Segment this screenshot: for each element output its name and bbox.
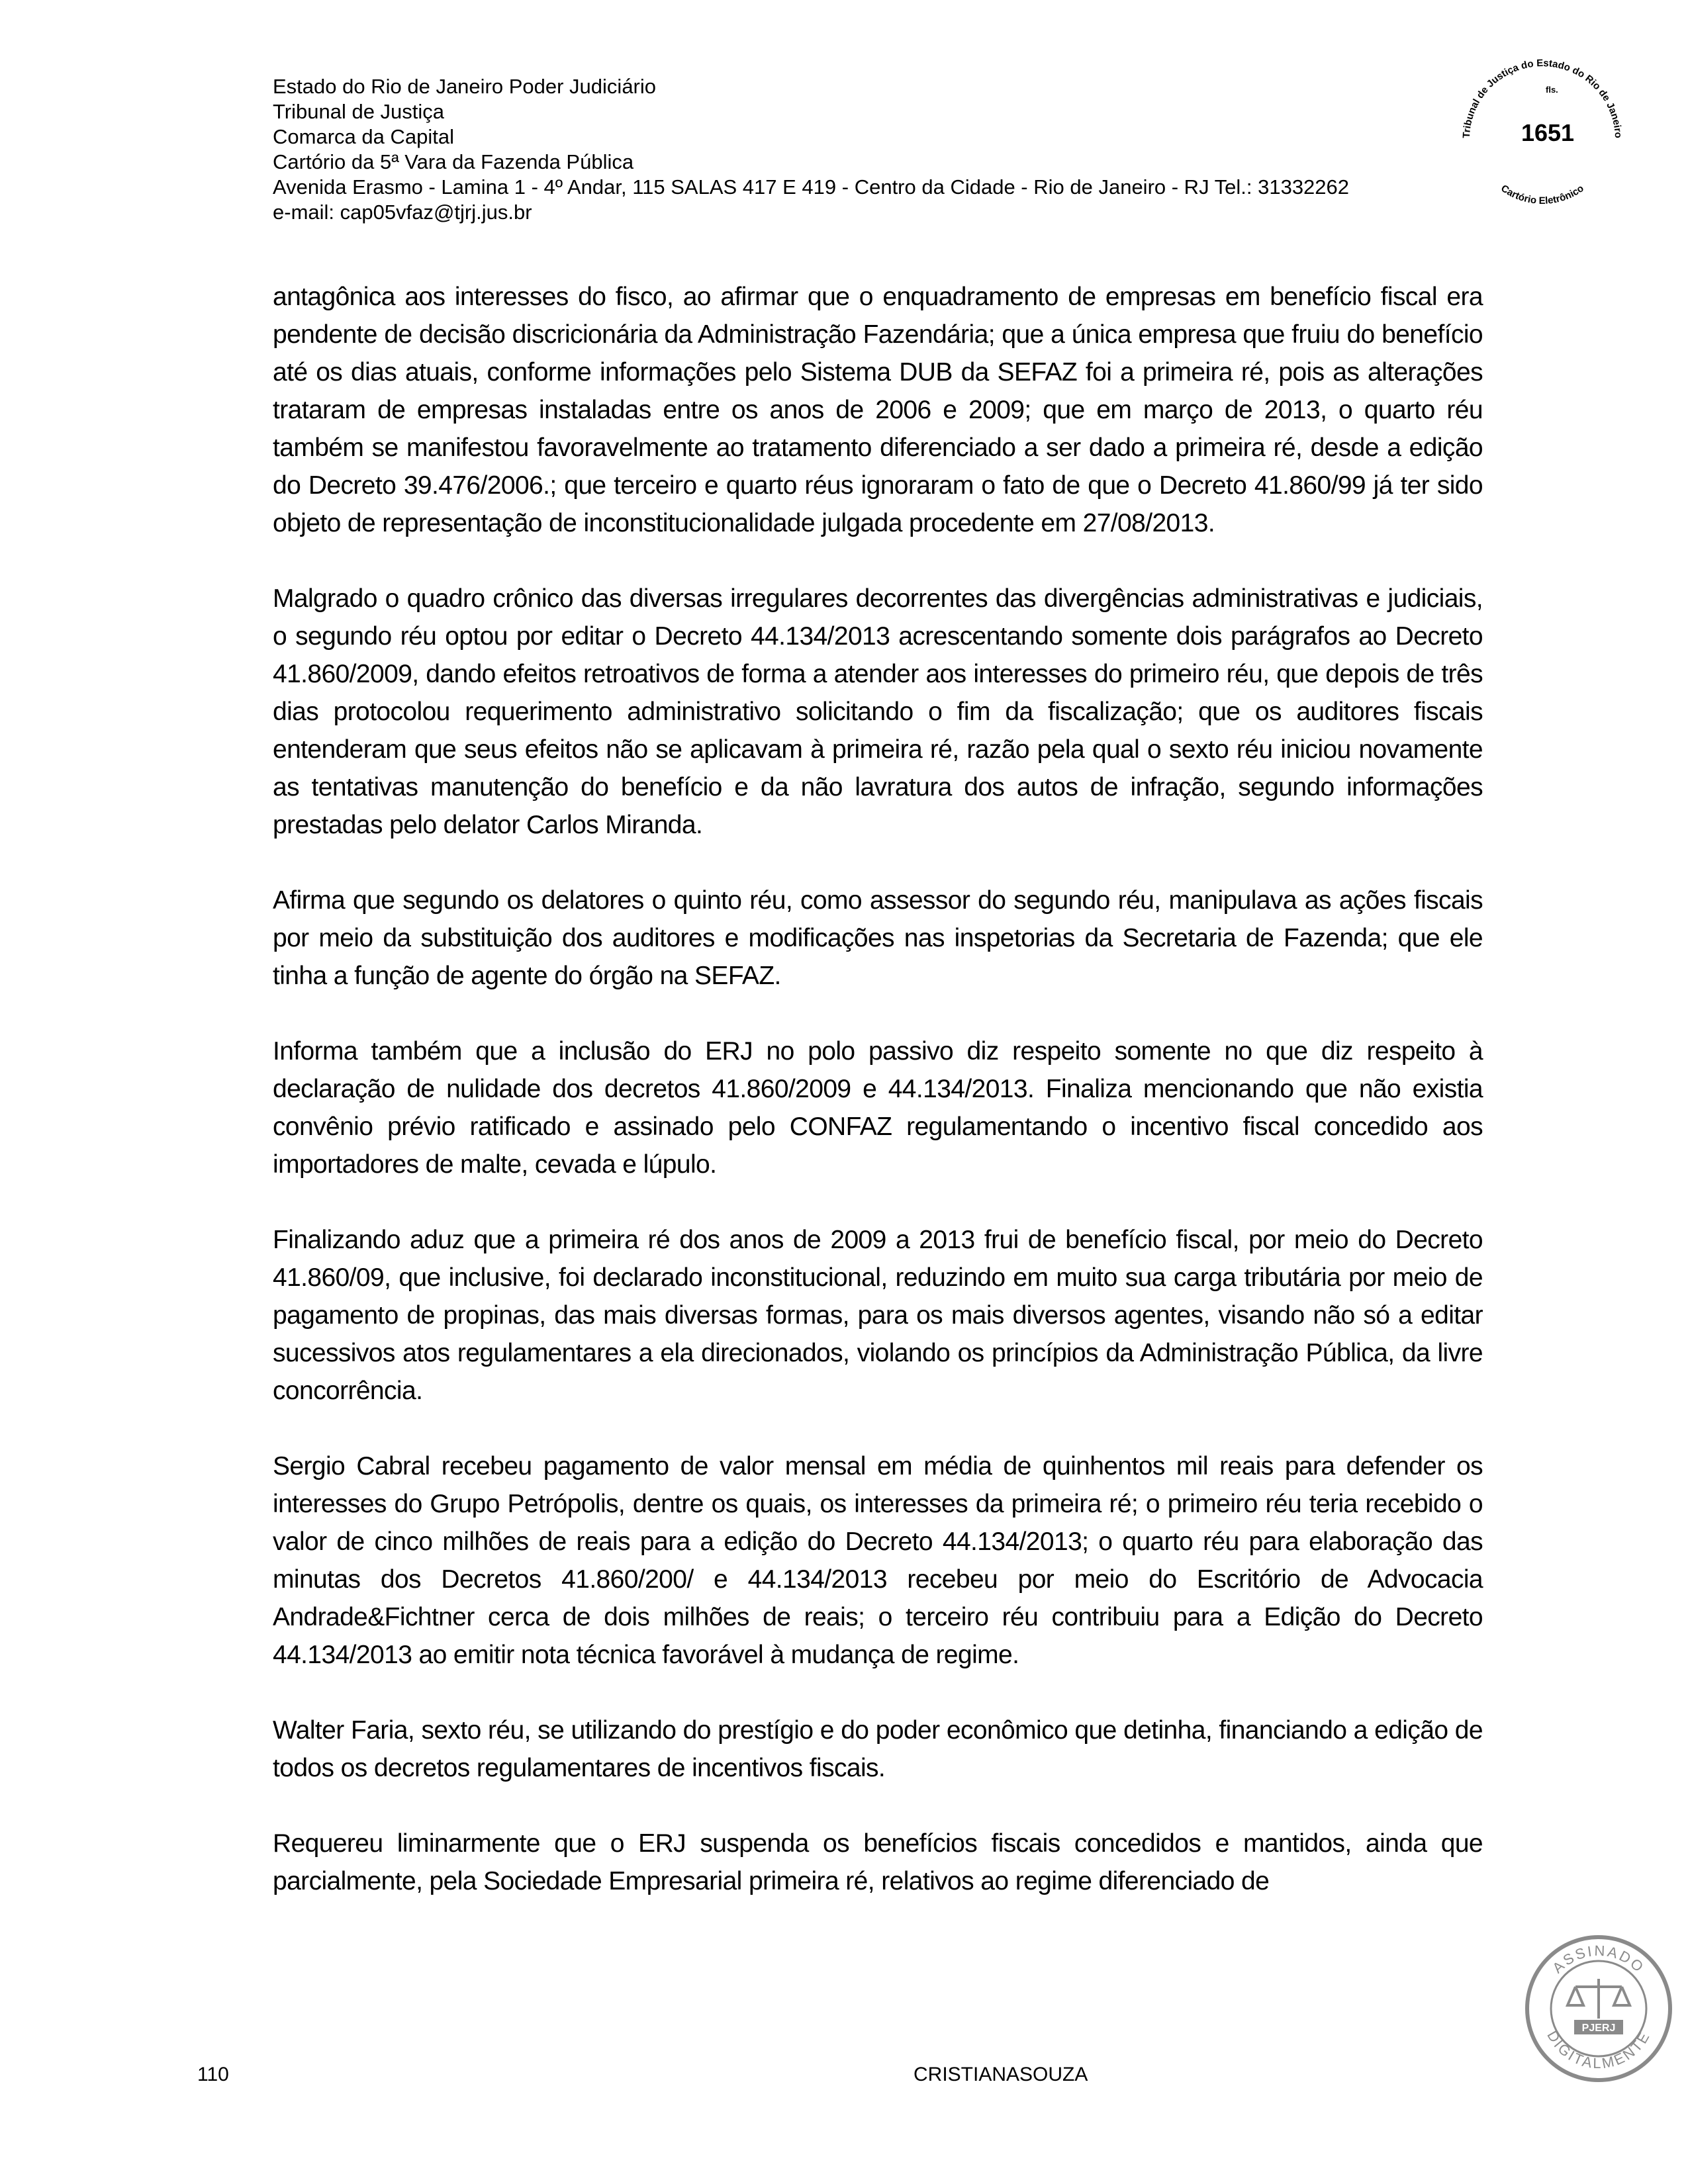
paragraph: antagônica aos interesses do fisco, ao afirmar que o enquadramento de empresas em benefício fiscal era pendente de decisão discricionária da Administração Fazendária; que a única empresa que fruiu do benefício até os dias atuais, conforme informações pelo Sistema DUB da SEFAZ foi a primeira ré, pois as alterações trataram de empresas instaladas entre os anos de 2006 e 2009; que em março de 2013, o quarto réu também se manifestou favoravelmente ao tratamento diferenciado a ser dado a primeira ré, desde a edição do Decreto 39.476/2006.; que terceiro e quarto réus ignoraram o fato de que o Decreto 41.860/99 já ter sido objeto de representação de inconstitucionalidade julgada procedente em 27/08/2013.	[273, 283, 1483, 537]
seal-mark: PJERJ	[1581, 2023, 1616, 2034]
digital-signature-seal	[1523, 1933, 1675, 2085]
header-email: e-mail: cap05vfaz@tjrj.jus.br	[273, 201, 532, 224]
paragraph: Requereu liminarmente que o ERJ suspenda os benefícios fiscais concedidos e mantidos, ainda que parcialmente, pela Sociedade Empresarial primeira ré, relativos ao regime diferenciado de	[273, 1829, 1483, 1895]
header-address: Avenida Erasmo - Lamina 1 - 4º Andar, 115 SALAS 417 E 419 - Centro da Cidade - Rio de Janeiro - RJ Tel.: 31332262	[273, 175, 1350, 199]
stamp-top-text: Tribunal de Justiça do Estado do Rio de Janeiro	[1460, 57, 1624, 139]
paragraph: Walter Faria, sexto réu, se utilizando do prestígio e do poder econômico que detinha, financiando a edição de todos os decretos regulamentares de incentivos fiscais.	[273, 1716, 1483, 1782]
header-comarca: Comarca da Capital	[273, 125, 454, 148]
stamp-bottom-text: Cartório Eletrônico	[1499, 183, 1586, 207]
paragraph: Malgrado o quadro crônico das diversas irregulares decorrentes das divergências administrativas e judiciais, o segundo réu optou por editar o Decreto 44.134/2013 acrescentando somente dois parágrafos ao Decreto 41.860/2009, dando efeitos retroativos de forma a atender aos interesses do primeiro réu, que depois de três dias protocolou requerimento administrativo solicitando o fim da fiscalização; que os auditores fiscais entenderam que seus efeitos não se aplicavam à primeira ré, razão pela qual o sexto réu iniciou novamente as tentativas manutenção do benefício e da não lavratura dos autos de infração, segundo informações prestadas pelo delator Carlos Miranda.	[273, 584, 1483, 839]
document-body	[273, 278, 1483, 1900]
footer-page-number: 110	[197, 2064, 229, 2085]
header-state-court: Estado do Rio de Janeiro Poder Judiciário	[273, 75, 657, 98]
paragraph: Afirma que segundo os delatores o quinto réu, como assessor do segundo réu, manipulava as ações fiscais por meio da substituição dos auditores e modificações nas inspetorias da Secretaria de Fazenda; que ele tinha a função de agente do órgão na SEFAZ.	[273, 886, 1483, 990]
seal-top-text: ASSINADO	[1549, 1942, 1648, 1977]
header-tribunal: Tribunal de Justiça	[273, 100, 445, 123]
paragraph: Informa também que a inclusão do ERJ no polo passivo diz respeito somente no que diz respeito à declaração de nulidade dos decretos 41.860/2009 e 44.134/2013. Finaliza mencionando que não existia convênio prévio ratificado e assinado pelo CONFAZ regulamentando o incentivo fiscal concedido aos importadores de malte, cevada e lúpulo.	[273, 1037, 1483, 1179]
footer-user: CRISTIANASOUZA	[914, 2064, 1088, 2085]
stamp-abbrev: fls.	[1546, 85, 1558, 95]
scales-icon	[1568, 1979, 1630, 2019]
paragraph: Finalizando aduz que a primeira ré dos anos de 2009 a 2013 frui de benefício fiscal, por meio do Decreto 41.860/09, que inclusive, foi declarado inconstitucional, reduzindo em muito sua carga tributária por meio de pagamento de propinas, das mais diversas formas, para os mais diversos agentes, visando não só a editar sucessivos atos regulamentares a ela direcionados, violando os princípios da Administração Pública, da livre concorrência.	[273, 1226, 1483, 1405]
header-cartorio: Cartório da 5ª Vara da Fazenda Pública	[273, 150, 634, 173]
seal-bottom-text: DIGITALMENTE	[1544, 2028, 1654, 2072]
paragraph: Sergio Cabral recebeu pagamento de valor mensal em média de quinhentos mil reais para defender os interesses do Grupo Petrópolis, dentre os quais, os interesses da primeira ré; o primeiro réu teria recebido o valor de cinco milhões de reais para a edição do Decreto 44.134/2013; o quarto réu para elaboração das minutas dos Decretos 41.860/200/ e 44.134/2013 recebeu por meio do Escritório de Advocacia Andrade&Fichtner cerca de dois milhões de reais; o terceiro réu contribuiu para a Edição do Decreto 44.134/2013 ao emitir nota técnica favorável à mudança de regime.	[273, 1452, 1483, 1669]
stamp-page-number: 1651	[1521, 119, 1575, 146]
document-header	[273, 74, 1464, 225]
